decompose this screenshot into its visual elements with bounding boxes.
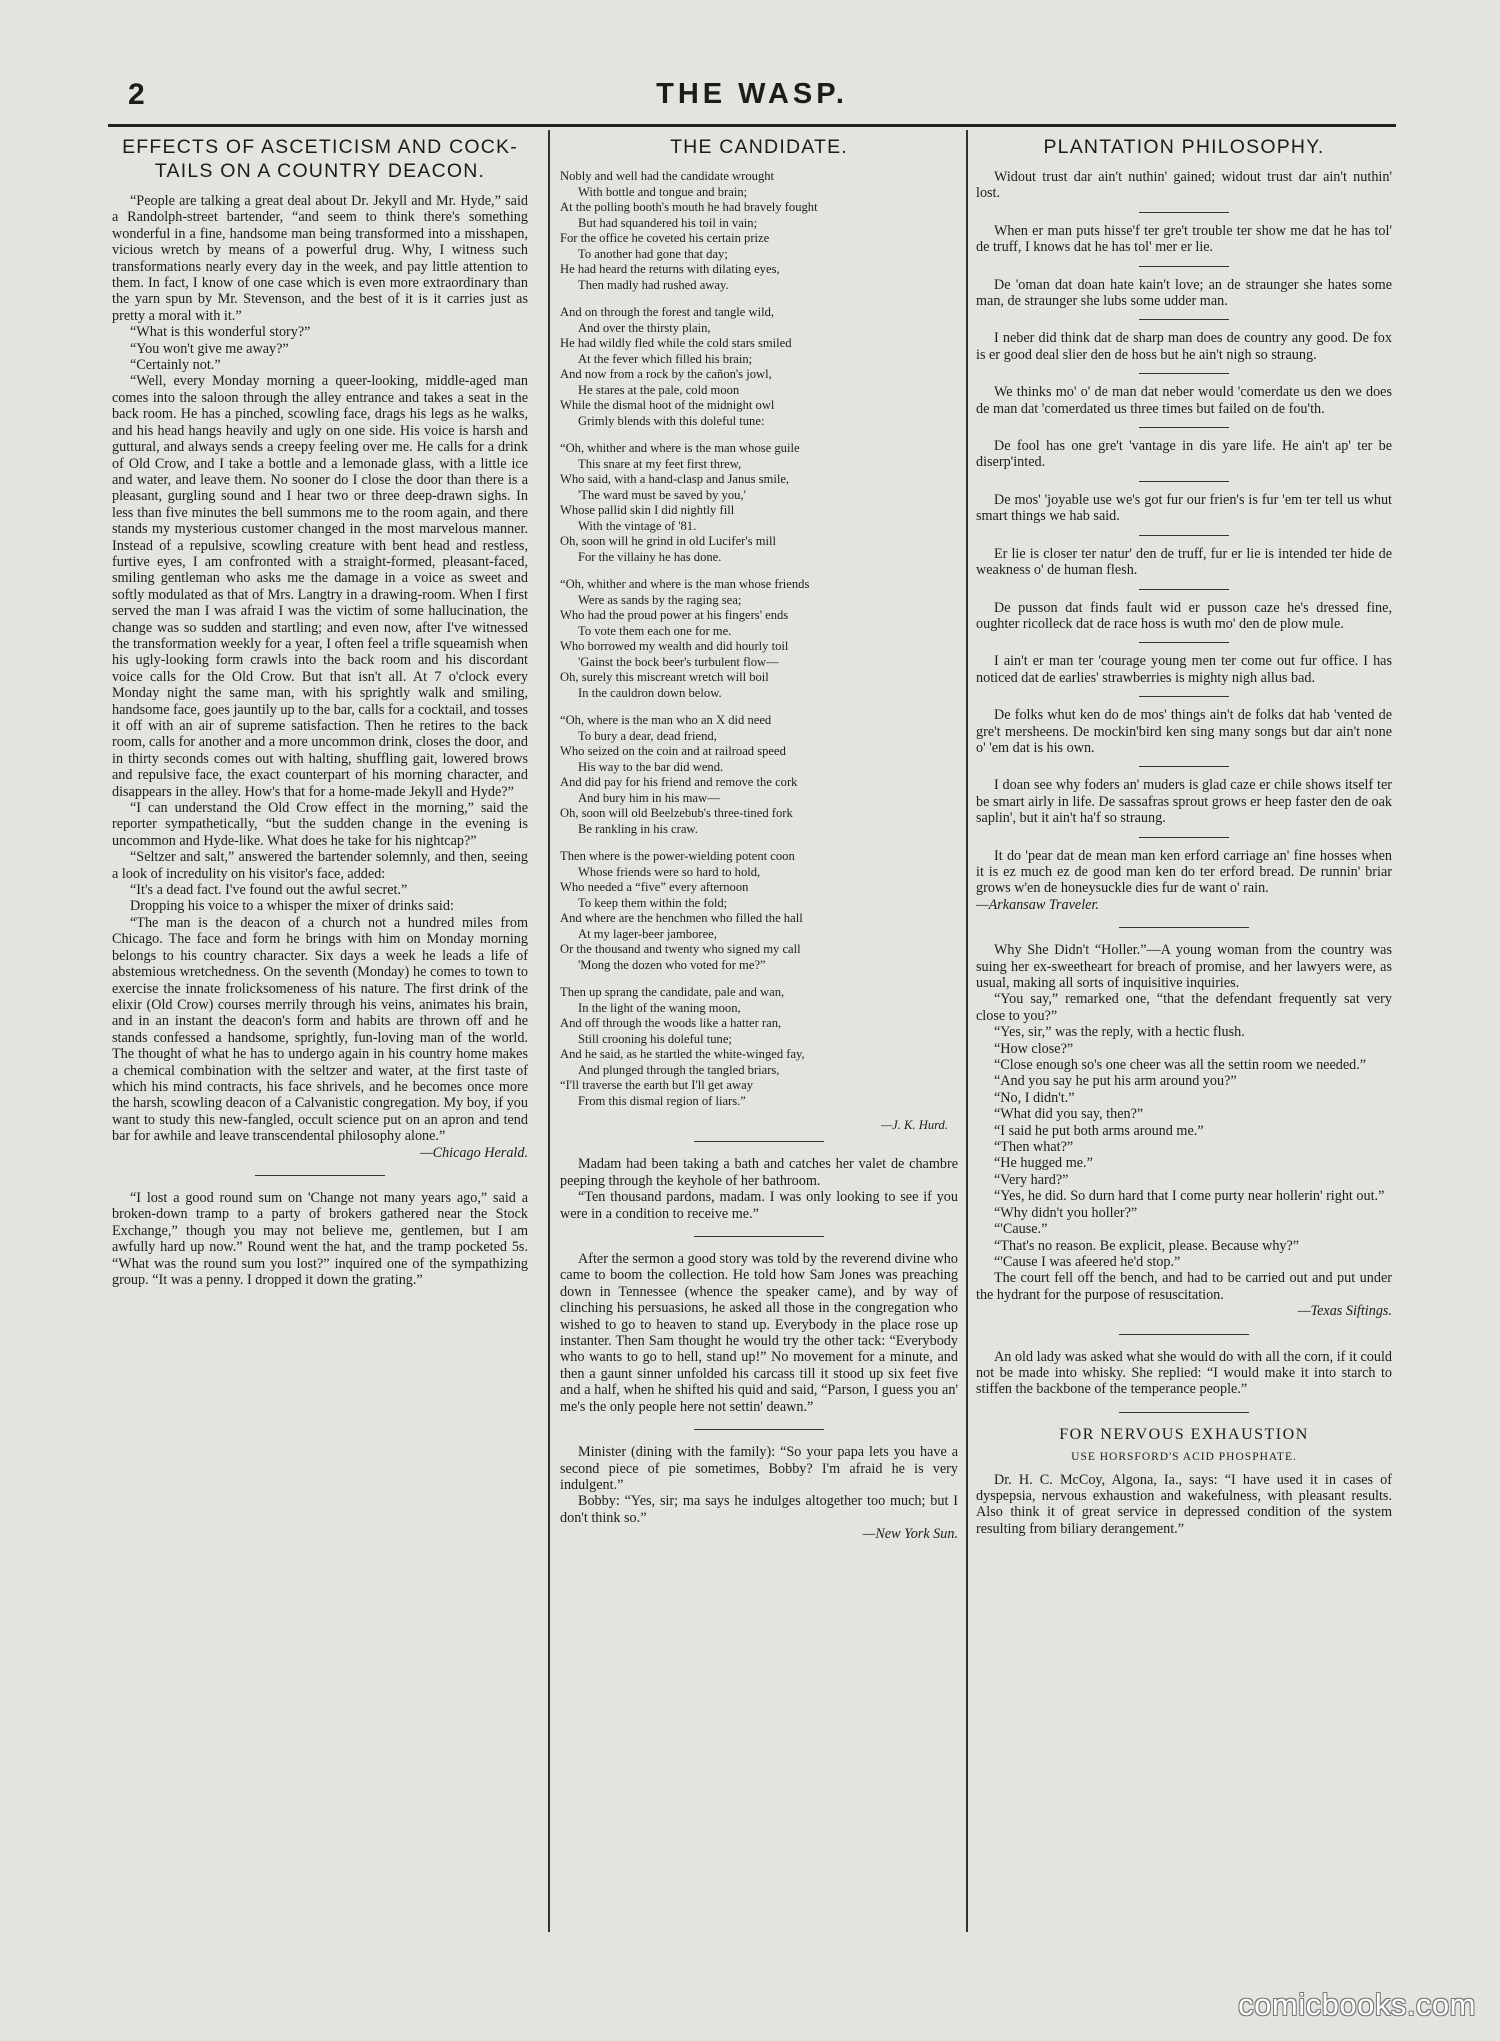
paragraph: “You say,” remarked one, “that the defendant frequently sat very close to you?” [976, 991, 1392, 1024]
poem-line: At the polling booth's mouth he had bravely fought [560, 200, 818, 214]
article-body [112, 193, 528, 1161]
poem-line: He stares at the pale, cold moon [578, 382, 740, 397]
saying: I ain't er man ter 'courage young men ter come out fur office. I has noticed dat de earlies' strawberries is mighty nigh allus bad. [976, 653, 1392, 686]
poem-line: Who had the proud power at his fingers' ends [560, 608, 789, 622]
divider [1139, 589, 1229, 590]
poem-line: And he said, as he startled the white-winged fay, [560, 1047, 805, 1061]
article-asceticism [112, 135, 528, 1288]
poem-line: 'Gainst the bock beer's turbulent flow— [578, 654, 779, 669]
saying: I doan see why foders an' muders is glad caze er chile shows itself ter be smart airly in life. De sassafras sprout grows er heep faster den de oak saplin', but it ain't ha'f so straung. [976, 777, 1392, 827]
paragraph: “I can understand the Old Crow effect in the morning,” said the reporter sympathetically, “but the sudden change in the evening is uncommon and Hyde-like. What does he take for his nightcap?” [112, 800, 528, 849]
poem-line: Oh, soon will he grind in old Lucifer's mill [560, 534, 776, 548]
paragraph: “Seltzer and salt,” answered the bartender solemnly, and then, seeing a look of incredulity on his visitor's face, added: [112, 849, 528, 882]
saying: De 'oman dat doan hate kain't love; an de straunger she hates some man, de straunger she lubs some udder man. [976, 276, 1392, 310]
minister-attribution: —New York Sun. [862, 1526, 958, 1543]
divider [694, 1141, 824, 1142]
poem-line: Oh, soon will old Beelzebub's three-tined fork [560, 806, 793, 820]
poem-line: With the vintage of '81. [578, 518, 697, 533]
ad-title: FOR NERVOUS EXHAUSTION [1059, 1425, 1309, 1443]
poem-line: Who said, with a hand-clasp and Janus smile, [560, 472, 790, 486]
saying: It do 'pear dat de mean man ken erford carriage an' fine hosses when it is ez much ez de good man ken do ter erford bread. De runnin' briar grows w'en de honeysuckle dies fur de want o' rain. [976, 847, 1392, 897]
poem-line: And on through the forest and tangle wild, [560, 305, 775, 319]
paragraph: “What is this wonderful story?” [130, 324, 311, 341]
poem-line: “Oh, whither and where is the man whose guile [560, 441, 800, 455]
divider [255, 1175, 385, 1176]
paragraph: “I lost a good round sum on 'Change not many years ago,” said a broken-down tramp to a party of brokers gathered near the Stock Exchange,” though you may not believe me, gentlemen, but I am awfully hard up now.” Round went the hat, and the tramp pocketed 5s. “What was the round sum you lost?” inquired one of the sympathizing group. “It was a penny. I dropped it down the grating.” [112, 1189, 528, 1288]
paragraph: “'Cause I was afeered he'd stop.” [994, 1253, 1181, 1270]
saying: We thinks mo' o' de man dat neber would 'comerdate us den we does de man dat 'comerdated us three times but failed on de fou'th. [976, 384, 1392, 417]
paragraph: “Then what?” [994, 1139, 1074, 1156]
poem-line: At the fever which filled his brain; [578, 351, 753, 366]
poem-line: And off through the woods like a hatter ran, [560, 1016, 782, 1030]
masthead-title: THE WASP. [656, 78, 848, 110]
poem-stanza [560, 305, 958, 429]
divider [1139, 535, 1229, 536]
poem-line: Then madly had rushed away. [578, 277, 729, 292]
poem-line: 'The ward must be saved by you,' [578, 487, 746, 502]
column-divider-1 [548, 130, 550, 1932]
saying: Widout trust dar ain't nuthin' gained; widout trust dar ain't nuthin' lost. [976, 169, 1392, 202]
divider [1139, 481, 1229, 482]
paragraph: “I said he put both arms around me.” [994, 1122, 1204, 1139]
article-title: EFFECTS OF ASCETICISM AND COCK-TAILS ON A COUNTRY DEACON. [122, 136, 518, 182]
poem-title: THE CANDIDATE. [670, 136, 848, 158]
saying: Er lie is closer ter natur' den de truff, fur er lie is intended ter hide de weakness o' de human flesh. [976, 545, 1392, 579]
divider [1139, 319, 1229, 320]
poem-line: His way to the bar did wend. [578, 759, 724, 774]
saying: De pusson dat finds fault wid er pusson caze he's dressed fine, oughter ricolleck dat de race hoss is wuth mo' den de plow mule. [976, 599, 1392, 632]
page-number: 2 [128, 78, 145, 111]
paragraph: Why She Didn't “Holler.”—A young woman from the country was suing her ex-sweetheart for breach of promise, and her lawyers were, as usual, making all sorts of inquisitive inquiries. [976, 942, 1392, 991]
minister-story [560, 1444, 958, 1542]
poem-line: And bury him in his maw— [578, 790, 720, 805]
poem-candidate [560, 135, 958, 1543]
paragraph: “It's a dead fact. I've found out the awful secret.” [130, 882, 408, 899]
paragraph: “What did you say, then?” [994, 1106, 1144, 1123]
saying: De fool has one gre't 'vantage in dis yare life. He ain't ap' ter be diserp'inted. [976, 438, 1392, 471]
divider [1139, 427, 1229, 428]
poem-line: Who needed a “five” every afternoon [560, 880, 749, 894]
paragraph: “Yes, he did. So durn hard that I come purty near hollerin' right out.” [994, 1188, 1385, 1205]
poem-line: In the light of the waning moon, [578, 1000, 741, 1015]
poem-line: For the villainy he has done. [578, 549, 722, 564]
paragraph: Bobby: “Yes, sir; ma says he indulges altogether too much; but I don't think so.” [560, 1493, 958, 1526]
poem-line: Who seized on the coin and at railroad speed [560, 744, 786, 758]
poem-line: To keep them within the fold; [578, 895, 728, 910]
ad-subtitle: USE HORSFORD'S ACID PHOSPHATE. [1071, 1451, 1297, 1464]
article-attribution: —Chicago Herald. [420, 1144, 528, 1161]
poem-line: “Oh, whither and where is the man whose friends [560, 577, 810, 591]
poem-stanza [560, 577, 958, 701]
paragraph: Dropping his voice to a whisper the mixer of drinks said: [130, 898, 454, 915]
poem-line: To vote them each one for me. [578, 623, 732, 638]
poem-line: But had squandered his toil in vain; [578, 215, 758, 230]
paragraph: “Ten thousand pardons, madam. I was only looking to see if you were in a condition to receive me.” [560, 1189, 958, 1222]
paragraph: Minister (dining with the family): “So your papa lets you have a second piece of pie sometimes, Bobby? I'm afraid he is very indulgent.” [560, 1444, 958, 1493]
column-title: PLANTATION PHILOSOPHY. [1043, 136, 1325, 158]
poem-line: Be rankling in his craw. [578, 821, 698, 836]
plantation-philosophy [976, 135, 1392, 1537]
paragraph: “He hugged me.” [994, 1155, 1093, 1172]
poem-line: While the dismal hoot of the midnight owl [560, 398, 775, 412]
poem-line: Who borrowed my wealth and did hourly toil [560, 639, 789, 653]
poem-line: Nobly and well had the candidate wrought [560, 169, 775, 183]
poem-line: Still crooning his doleful tune; [578, 1031, 732, 1046]
poem-line: He had heard the returns with dilating eyes, [560, 262, 780, 276]
divider [1119, 1412, 1249, 1413]
saying: De mos' 'joyable use we's got fur our frien's is fur 'em ter tell us whut smart things we hab said. [976, 491, 1392, 525]
paragraph: “That's no reason. Be explicit, please. Because why?” [994, 1237, 1300, 1254]
poem-stanza [560, 713, 958, 837]
poem-line: “I'll traverse the earth but I'll get away [560, 1078, 754, 1092]
poem-line: Then up sprang the candidate, pale and wan, [560, 985, 785, 999]
page-header [108, 78, 1396, 118]
paragraph: “Very hard?” [994, 1171, 1069, 1188]
divider [694, 1236, 824, 1237]
poem-line: And where are the henchmen who filled the hall [560, 911, 803, 925]
poem-line: To another had gone that day; [578, 246, 728, 261]
paragraph: “You won't give me away?” [130, 340, 289, 357]
watermark-text: comicbooks.com [1238, 1987, 1476, 2022]
paragraph: “And you say he put his arm around you?” [994, 1073, 1237, 1090]
divider [1139, 212, 1229, 213]
poem-line: Whose pallid skin I did nightly fill [560, 503, 735, 517]
poem-line: To bury a dear, dead friend, [578, 728, 717, 743]
holler-attribution: —Texas Siftings. [1297, 1303, 1392, 1320]
poem-stanza [560, 441, 958, 565]
divider [1139, 642, 1229, 643]
poem-line: He had wildly fled while the cold stars smiled [560, 336, 792, 350]
poem-line: With bottle and tongue and brain; [578, 184, 748, 199]
divider [1139, 837, 1229, 838]
poem-line: In the cauldron down below. [578, 685, 722, 700]
poem-line: Oh, surely this miscreant wretch will boil [560, 670, 769, 684]
holler-story [976, 942, 1392, 1319]
paragraph: “How close?” [994, 1040, 1074, 1057]
paragraph: “Certainly not.” [130, 357, 221, 374]
divider [1139, 373, 1229, 374]
poem-line: And now from a rock by the cañon's jowl, [560, 367, 772, 381]
divider [1139, 696, 1229, 697]
poem-line: Whose friends were so hard to hold, [578, 864, 761, 879]
poem-line: For the office he coveted his certain prize [560, 231, 770, 245]
poem-line: And did pay for his friend and remove the cork [560, 775, 798, 789]
sayings-list [976, 169, 1392, 913]
poem-line: Then where is the power-wielding potent coon [560, 849, 795, 863]
tramp-story [112, 1190, 528, 1288]
paragraph: “People are talking a great deal about Dr. Jekyll and Mr. Hyde,” said a Randolph-street bartender, “and seem to think there's something wonderful in a fine, handsome man being transformed into a misshapen, vicious wretch by means of a powerful drug. Why, I witness such transformations nearly every day in the week, and pay little attention to them. In fact, I know of one case which is even more extraordinary than the yarn spun by Mr. Stevenson, and the best of it is it carries just as pretty a moral with it.” [112, 193, 528, 324]
poem-line: And plunged through the tangled briars, [578, 1062, 780, 1077]
divider [1119, 1334, 1249, 1335]
saying: I neber did think dat de sharp man does de country any good. De fox is er good deal slier den de hoss but he ain't nigh so straung. [976, 330, 1392, 363]
poem-stanza [560, 985, 958, 1109]
paragraph: “Yes, sir,” was the reply, with a hectic flush. [994, 1024, 1245, 1041]
sermon-story: After the sermon a good story was told by the reverend divine who came to boom the collection. He told how Sam Jones was preaching down in Tennessee (whence the speaker came), and by way of clinching his persuasions, he asked all those in the congregation who wished to go to heaven to stand up. Everybody in the place rose up instanter. Then Sam thought he would try the other tack: “Everybody who wants to go to hell, stand up!” No movement for a minute, and then a gaunt sinner unfolded his carcass till it stood up six feet five and a half, when he shifted his quid and said, “Parson, I guess you an' me's the only people here not settin' deawn.” [560, 1251, 958, 1415]
paragraph: “'Cause.” [994, 1221, 1048, 1238]
divider [694, 1429, 824, 1430]
header-rule [108, 124, 1396, 127]
paragraph: “Well, every Monday morning a queer-looking, middle-aged man comes into the saloon through the alley entrance and takes a seat in the back room. He has a pinched, scowling face, drags his legs as he walks, and his head hangs heavily and ugly on one side. His voice is harsh and guttural, and always sends a creepy feeling over me. He calls for a drink of Old Crow, and I take a bottle and a lemonade glass, with a little ice and water, and leave them. No sooner do I close the door than there is a pleasant, gurgling sound and I hear two or three deep-drawn sighs. In less than five minutes the bell summons me to the room again, and there stands my mysterious customer changed in the most marvelous manner. Instead of a repulsive, scowling creature with bent head and restless, furtive eyes, I am confronted with a straight-formed, pleasant-faced, smiling gentleman who asks me the damage in a voice as sweet and softly modulated as that of Mrs. Langtry in a drawing-room. When I first served the man I was afraid I was the victim of some hallucination, the change was so sudden and startling; and even now, after I've witnessed the transformation weekly for a year, I often feel a trifle squeamish when his ugly-looking form crawls into the back room and his discordant voice calls for the Old Crow. But that isn't all. At 7 o'clock every Monday night the same man, with his sprightly walk and smiling, handsome face, goes jauntily up to the bar, calls for a cocktail, and tosses it off with an air of supreme satisfaction. Then he retires to the back room, calls for another and a more uncommon drink, closes the door, and in thirty seconds comes out with halting, shuffling gait, lowered brows and repulsive face, the exact counterpart of his morning character, and disappears in the alley. How's that for a home-made Jekyll and Hyde?” [112, 373, 528, 800]
poem-stanza [560, 849, 958, 973]
poem-line: 'Mong the dozen who voted for me?” [578, 957, 766, 972]
poem-line: At my lager-beer jamboree, [578, 926, 717, 941]
column-divider-2 [966, 130, 968, 1932]
paragraph: “Close enough so's one cheer was all the settin room we needed.” [994, 1057, 1367, 1074]
bath-story [560, 1156, 958, 1222]
divider [1119, 927, 1249, 928]
saying: De folks whut ken do de mos' things ain't de folks dat hab 'vented de gre't mersheens. De mockin'bird ken sing many songs but dar ain't none o' 'em dat is his own. [976, 707, 1392, 756]
poem-line: “Oh, where is the man who an X did need [560, 713, 772, 727]
poem-line: This snare at my feet first threw, [578, 456, 742, 471]
poem-attribution: —J. K. Hurd. [880, 1118, 948, 1132]
paragraph: “No, I didn't.” [994, 1089, 1075, 1106]
ad-text: Dr. H. C. McCoy, Algona, Ia., says: “I have used it in cases of dyspepsia, nervous exhaustion and wakefulness, with pleasant results. Also think it of great service in depressed condition of the system resulting from biliary derangement.” [976, 1471, 1392, 1537]
poem-stanza [560, 169, 958, 293]
poem-line: Or the thousand and twenty who signed my call [560, 942, 801, 956]
poem-line: Were as sands by the raging sea; [578, 592, 742, 607]
poem-body [560, 169, 958, 1109]
poem-line: And over the thirsty plain, [578, 320, 711, 335]
divider [1139, 766, 1229, 767]
old-lady-story: An old lady was asked what she would do with all the corn, if it could not be made into whisky. She replied: “I would make it into starch to stiffen the backbone of the temperance people.” [976, 1348, 1392, 1398]
divider [1139, 266, 1229, 267]
poem-line: From this dismal region of liars.” [578, 1093, 746, 1108]
saying: When er man puts hisse'f ter gre't trouble ter show me dat he has tol' de truff, I knows dat he has tol' mer er lie. [976, 222, 1392, 256]
paragraph: “The man is the deacon of a church not a hundred miles from Chicago. The face and form he brings with him on Monday morning belongs to his country character. Six days a week he leads a life of abstemious wretchedness. On the seventh (Monday) he comes to town to exercise the innate frolicksomeness of his nature. The first drink of the elixir (Old Crow) courses merrily through his veins, animates his brain, and in an instant the deacon's form and habits are thrown off and he stands confessed a handsome, sprightly, fun-loving man of the world. The thought of what he has to undergo again in his country home makes a chemical combination with the seltzer and water, at the first taste of which his mind contracts, his face shrivels, and he becomes once more the harsh, scowling deacon of a Calvanistic congregation. My boy, if you want to study this new-fangled, occult science put on an apron and tend bar for awhile and leave transcendental philosophy alone.” [112, 914, 528, 1145]
sayings-attribution: —Arkansaw Traveler. [976, 896, 1099, 913]
poem-line: Grimly blends with this doleful tune: [578, 413, 765, 428]
paragraph: Madam had been taking a bath and catches her valet de chambre peeping through the keyhole of her bathroom. [560, 1156, 958, 1189]
paragraph: The court fell off the bench, and had to be carried out and put under the hydrant for the purpose of resuscitation. [976, 1270, 1392, 1303]
paragraph: “Why didn't you holler?” [994, 1204, 1138, 1221]
